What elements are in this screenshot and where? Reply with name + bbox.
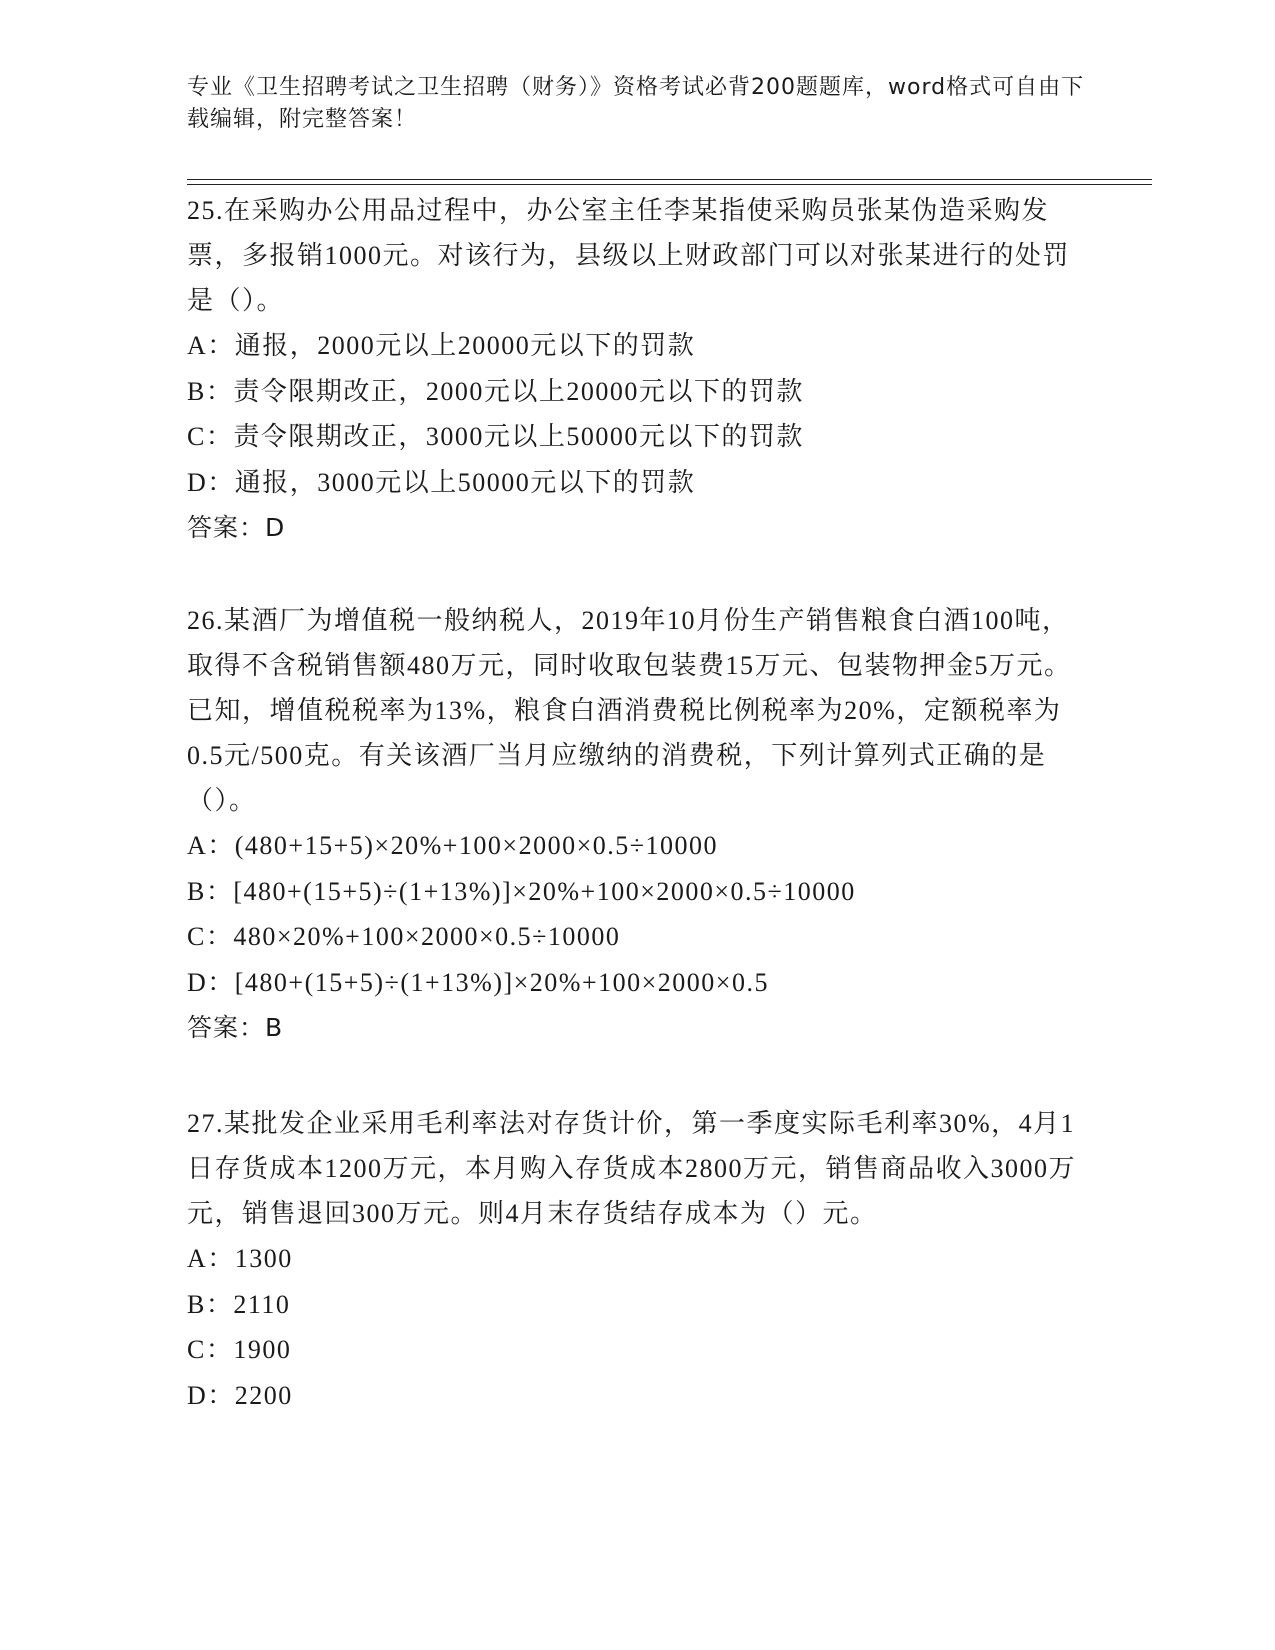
option-b: B：[480+(15+5)÷(1+13%)]×20%+100×2000×0.5÷10000 [187,876,856,906]
question-25 [187,188,1087,550]
answer: 答案：B [187,1013,284,1042]
page-header: 专业《卫生招聘考试之卫生招聘（财务）》资格考试必背200题题库，word格式可自由下载编辑，附完整答案！ [187,75,1085,132]
option-d: D：2200 [187,1380,293,1410]
question-stem: 25.在采购办公用品过程中，办公室主任李某指使采购员张某伪造采购发票，多报销1000元。对该行为，县级以上财政部门可以对张某进行的处罚是（）。 [187,196,1071,315]
option-a: A：(480+15+5)×20%+100×2000×0.5÷10000 [187,831,718,860]
option-d: D：通报，3000元以上50000元以下的罚款 [187,467,696,497]
option-a: A：通报，2000元以上20000元以下的罚款 [187,331,696,360]
question-26 [187,598,1087,1050]
question-stem: 26.某酒厂为增值税一般纳税人，2019年10月份生产销售粮食白酒100吨，取得不含税销售额480万元，同时收取包装费15万元、包装物押金5万元。已知，增值税税率为13%，粮食白酒消费税比例税率为20%，定额税率为0.5元/500克。有关该酒厂当月应缴纳的消费税，下列计算列式正确的是（）。 [187,606,1072,815]
header-divider-top [187,179,1152,180]
option-b: B：责令限期改正，2000元以上20000元以下的罚款 [187,376,804,406]
header-divider-bottom [187,184,1152,185]
option-c: C：责令限期改正，3000元以上50000元以下的罚款 [187,422,804,451]
option-c: C：480×20%+100×2000×0.5÷10000 [187,922,621,951]
option-b: B：2110 [187,1289,291,1319]
option-a: A：1300 [187,1244,293,1273]
question-stem: 27.某批发企业采用毛利率法对存货计价，第一季度实际毛利率30%，4月1日存货成本1200万元，本月购入存货成本2800万元，销售商品收入3000万元，销售退回300万元。则4月末存货结存成本为（）元。 [187,1109,1077,1228]
question-27 [187,1101,1087,1418]
option-d: D：[480+(15+5)÷(1+13%)]×20%+100×2000×0.5 [187,967,769,997]
answer: 答案：D [187,513,286,542]
option-c: C：1900 [187,1335,292,1364]
